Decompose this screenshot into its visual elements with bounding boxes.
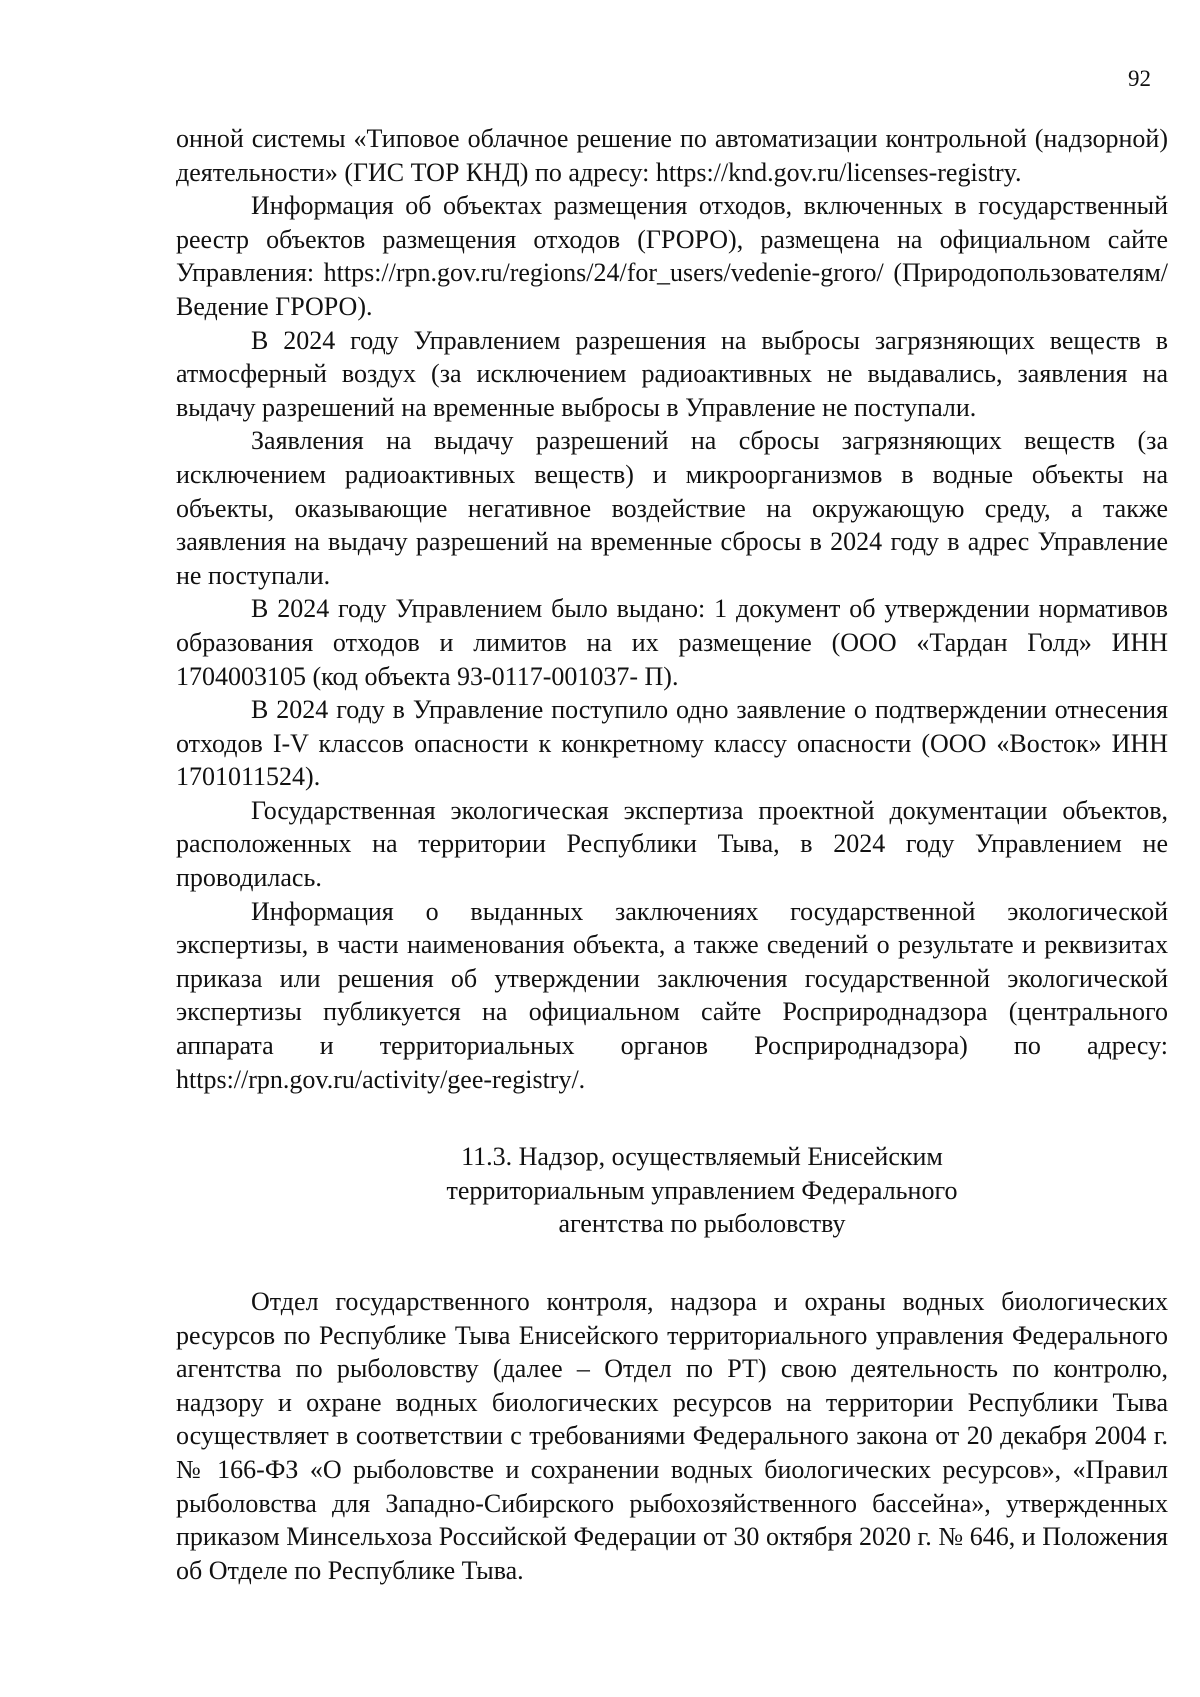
paragraph-fishery-department: Отдел государственного контроля, надзора и охраны водных биологических ресурсов по Республике Тыва Енисейского территориального управления Федерального агентства по рыболовству (далее – Отдел по РТ) свою деятельность по контролю, надзору и охране водных биологических ресурсов на территории Республики Тыва осуществляет в соответствии с требованиями Федерального закона от 20 декабря 2004 г. № 166-ФЗ «О рыболовстве и сохранении водных биологических ресурсов», «Правил рыболовства для Западно-Сибирского рыбохозяйственного бассейна», утвержденных приказом Минсельхоза Российской Федерации от 30 октября 2020 г. № 646, и Положения об Отделе по Республике Тыва. xyxy=(176,1287,1168,1585)
paragraph-ecological-expertise: Государственная экологическая экспертиза проектной документации объектов, расположенных на территории Республики Тыва, в 2024 году Управлением не проводилась. xyxy=(176,795,1168,893)
paragraph-water-discharges: Заявления на выдачу разрешений на сбросы загрязняющих веществ (за исключением радиоактивных веществ) и микроорганизмов в водные объекты на объекты, оказывающие негативное воздействие на окружающую среду, а также заявления на выдачу разрешений на временные сбросы в 2024 году в адрес Управление не поступали. xyxy=(176,426,1168,590)
paragraph-hazard-class: В 2024 году в Управление поступило одно заявление о подтверждении отнесения отходов I-V классов опасности к конкретному классу опасности (ООО «Восток» ИНН 1701011524). xyxy=(176,695,1168,792)
paragraph-expertise-info: Информация о выданных заключениях государственной экологической экспертизы, в части наименования объекта, а также сведений о результате и реквизитах приказа или решения об утверждении заключения государственной экологической экспертизы публикуется на официальном сайте Росприроднадзора (центрального аппарата и территориальных органов Росприроднадзора) по адресу: https://rpn.gov.ru/activity/gee-registry/. xyxy=(176,896,1168,1094)
section-heading-line: территориальным управлением Федерального xyxy=(446,1175,958,1205)
section-heading-line: агентства по рыболовству xyxy=(558,1209,846,1239)
paragraph-air-emissions: В 2024 году Управлением разрешения на выбросы загрязняющих веществ в атмосферный воздух (за исключением радиоактивных не выдавались, заявления на выдачу разрешений на временные выбросы в Управление не поступали. xyxy=(176,325,1168,422)
section-heading-line: 11.3. Надзор, осуществляемый Енисейским xyxy=(461,1142,943,1172)
page-number: 92 xyxy=(1128,66,1151,91)
paragraph-waste-norms: В 2024 году Управлением было выдано: 1 документ об утверждении нормативов образования отходов и лимитов на их размещение (ООО «Тардан Голд» ИНН 1704003105 (код объекта 93-0117-001037- П). xyxy=(176,594,1168,691)
paragraph-groro: Информация об объектах размещения отходов, включенных в государственный реестр объектов размещения отходов (ГРОРО), размещена на официальном сайте Управления: https://rpn.gov.ru/regions/24/for_users/vedenie-groro/ (Природопользователям/ Ведение ГРОРО). xyxy=(176,191,1168,321)
paragraph-continuation: онной системы «Типовое облачное решение по автоматизации контрольной (надзорной) деятельности» (ГИС ТОР КНД) по адресу: https://knd.gov.ru/licenses-registry. xyxy=(176,124,1168,187)
document-body xyxy=(176,122,1168,1587)
section-heading xyxy=(176,1140,1168,1241)
